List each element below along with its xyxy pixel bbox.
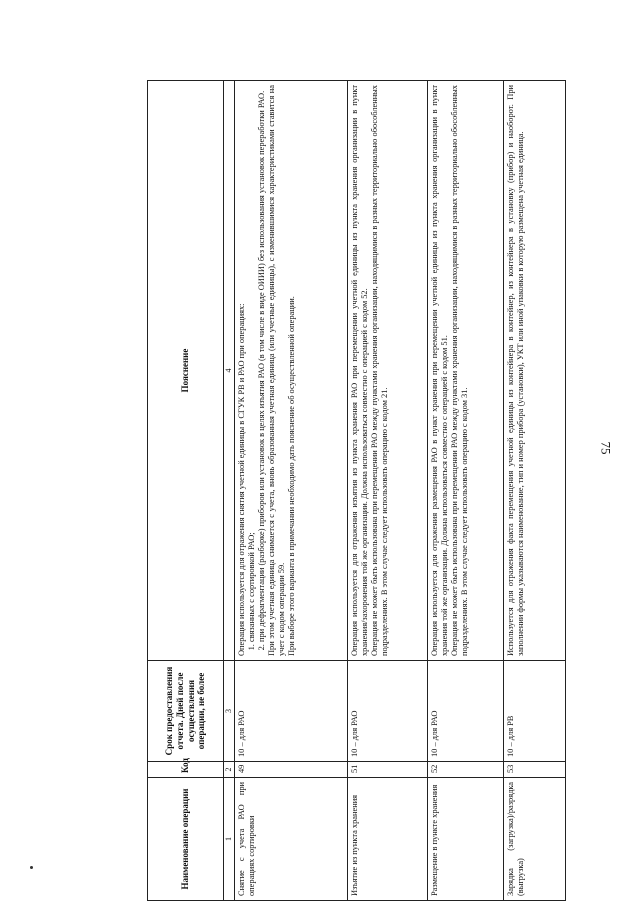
note-list bbox=[247, 85, 267, 656]
page-number: 75 bbox=[598, 441, 614, 455]
operation-note bbox=[348, 81, 428, 661]
operation-note bbox=[428, 81, 504, 661]
table-header-row bbox=[148, 81, 224, 901]
note-paragraph: Операция используется для отражения размещения РАО в пункт хранения при перемещении учетной единицы из пункта хранения организации в пункт хранения той же организации. Должна использоваться совместно с операцией с кодом 51. bbox=[430, 85, 449, 656]
column-number: 1 bbox=[224, 778, 235, 901]
note-list-item: 1. связанных с сортировкой РАО; bbox=[247, 85, 257, 642]
operation-note bbox=[235, 81, 348, 661]
note-paragraph: Используется для отражения факта перемещения учетной единицы из контейнера в контейнер, из контейнера в установку (прибор) и наоборот. При заполнении формы указываются наименование, тип и номер прибора (установки), УКТ или иной упаковки в которую размещена учетная единица. bbox=[506, 85, 525, 656]
note-intro: Операция используется для отражения снятия учетной единицы в СГУК РВ и РАО при операциях: bbox=[237, 303, 246, 656]
table-row bbox=[235, 81, 348, 901]
operation-term: 10 – для РАО bbox=[428, 661, 504, 762]
table-row bbox=[348, 81, 428, 901]
note-paragraph: Операция не может быть использована при перемещении РАО между пунктами хранения организации, находящимися в разных территориально обособленных подразделениях. В этом случае следует использовать операцию с кодом 21. bbox=[369, 85, 389, 656]
note-paragraph: При выборе этого варианта в примечании необходимо дать пояснение об осуществленной операции. bbox=[286, 296, 296, 656]
table-row bbox=[504, 81, 566, 901]
operations-table bbox=[147, 80, 566, 901]
operation-name: Размещение в пункте хранения bbox=[428, 778, 504, 901]
operation-term: 10 – для РВ bbox=[504, 661, 566, 762]
scan-speck bbox=[30, 866, 33, 869]
header-name: Наименование операции bbox=[148, 778, 224, 901]
column-number: 3 bbox=[224, 661, 235, 762]
rotated-table-container bbox=[147, 81, 525, 901]
note-paragraph: Операция используется для отражения изъятия из пункта хранения РАО при перемещении учетной единицы из пункта хранения организации в пункт хранения/захоронения той же организации. Должна использоваться совместно с операцией с кодом 52. bbox=[350, 85, 369, 656]
note-list-item: 2. при дефрагментации (разборке) приборов или установок в целях изъятия РАО (в том числе в виде ОИИИ) без использования установок переработки РАО. bbox=[257, 85, 267, 642]
table-row bbox=[428, 81, 504, 901]
note-paragraph: Операция не может быть использована при перемещении РАО между пунктами хранения организации, находящимися в разных территориально обособленных подразделениях. В этом случае следует использовать операцию с кодом 31. bbox=[449, 85, 469, 656]
column-number: 2 bbox=[224, 762, 235, 778]
note-paragraph: При этом учетная единица снимается с учета, вновь образованная учетная единица (или учетные единицы), с изменившимися характеристиками ставится на учет с кодом операции 59. bbox=[266, 85, 286, 656]
operation-term: 10 – для РАО bbox=[235, 661, 348, 762]
operation-name: Снятие с учета РАО при операциях сортировки bbox=[235, 778, 348, 901]
column-number: 4 bbox=[224, 81, 235, 661]
header-note: Пояснение bbox=[148, 81, 224, 661]
operation-term: 10 – для РАО bbox=[348, 661, 428, 762]
column-number-row bbox=[224, 81, 235, 901]
operation-code: 51 bbox=[348, 762, 428, 778]
operation-code: 52 bbox=[428, 762, 504, 778]
header-term: Срок предоставления отчета. Дней после осуществления операции, не более bbox=[148, 661, 224, 762]
operation-name: Изъятие из пункта хранения bbox=[348, 778, 428, 901]
operation-code: 49 bbox=[235, 762, 348, 778]
header-code: Код bbox=[148, 762, 224, 778]
operation-code: 53 bbox=[504, 762, 566, 778]
operation-name: Зарядка (загрузка)/разрядка (выгрузка) bbox=[504, 778, 566, 901]
operation-note bbox=[504, 81, 566, 661]
